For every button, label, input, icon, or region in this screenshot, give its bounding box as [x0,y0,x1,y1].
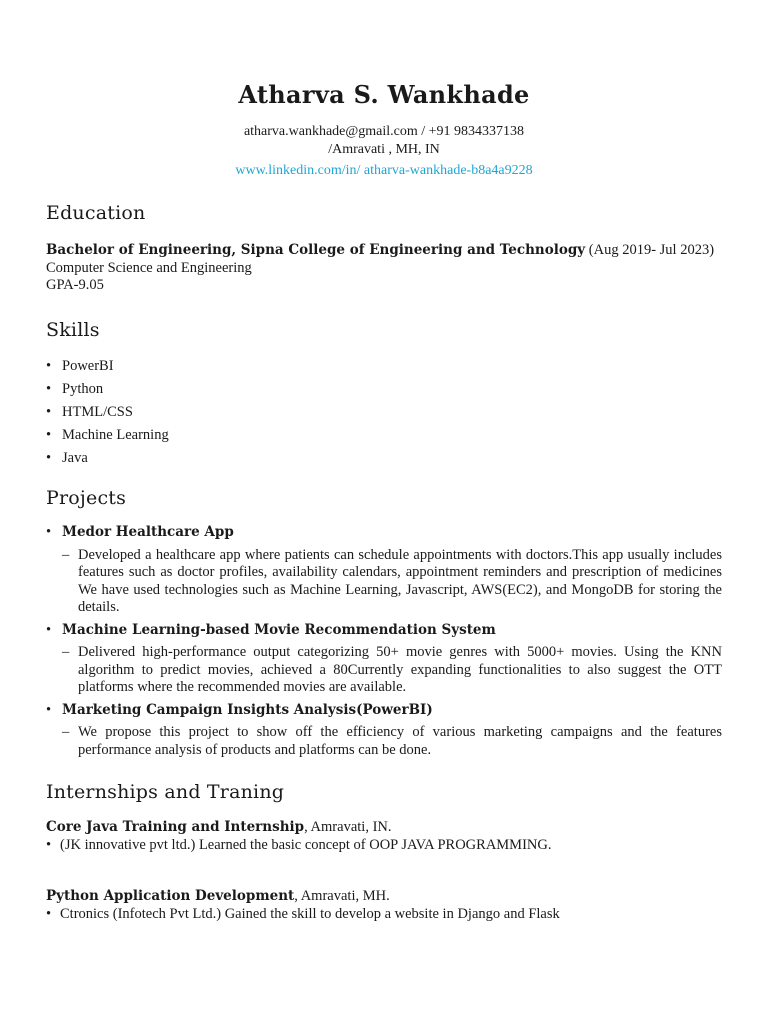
internships-section [46,781,722,923]
project-name: Medor Healthcare App [62,524,234,540]
bullet-icon: • [46,836,52,853]
dash-icon: – [62,546,70,563]
list-item: • PowerBI [46,357,114,374]
education-degree: Bachelor of Engineering, Sipna College of Engineering and Technology [46,242,586,258]
project-description: Developed a healthcare app where patients can schedule appointments with doctors.This app usually includes features such as doctor profiles, availability calendars, appointment reminders and prescription of medicines We have used technologies such as Machine Learning, Javascript, AWS(EC2), and MongoDB for storing the details. [78,546,722,615]
education-gpa: GPA-9.05 [46,277,104,293]
linkedin-link[interactable]: www.linkedin.com/in/ atharva-wankhade-b8a4a9228 [235,163,533,178]
list-item: • HTML/CSS [46,403,133,420]
resume-header [46,80,722,180]
internship-location: , Amravati, IN. [304,819,392,835]
project-item [46,702,722,760]
bullet-icon: • [46,449,52,466]
section-title-internships: Internships and Traning [46,781,285,803]
education-entry [46,242,722,295]
project-name: Machine Learning-based Movie Recommendation System [62,621,496,638]
candidate-name: Atharva S. Wankhade [238,80,530,109]
list-item: • Machine Learning [46,426,169,443]
education-branch: Computer Science and Engineering [46,259,252,276]
dash-icon: – [62,644,70,660]
bullet-icon: • [46,380,52,397]
list-item: • Java [46,449,88,466]
dash-icon: – [62,724,70,740]
internship-name: Python Application Development [46,888,295,904]
education-dates: (Aug 2019- Jul 2023) [588,242,715,258]
education-section [46,202,722,295]
internship-detail: (JK innovative pvt ltd.) Learned the basic concept of OOP JAVA PROGRAMMING. [60,836,552,853]
contact-email-phone: atharva.wankhade@gmail.com / +91 9834337138 [243,124,525,139]
list-item: • Python [46,380,104,397]
project-description: Delivered high-performance output categorizing 50+ movie genres with 5000+ movies. Using the KNN algorithm to predict movies, achieved a 80Currently expanding functionalities to also suggest the OTT platforms where the recommended movies are available. [78,644,722,695]
contact-location: /Amravati , MH, IN [328,142,440,157]
projects-list [46,524,722,759]
internship-item [46,888,722,923]
internship-name: Core Java Training and Internship [46,819,305,835]
bullet-icon: • [46,524,52,540]
bullet-icon: • [46,905,52,922]
bullet-icon: • [46,621,52,638]
project-item [46,524,722,617]
bullet-icon: • [46,403,52,420]
skills-list [46,358,722,468]
internship-item [46,819,722,854]
project-description: We propose this project to show off the efficiency of various marketing campaigns and the features performance analysis of products and platforms can be done. [78,724,722,758]
project-item [46,622,722,697]
bullet-icon: • [46,701,52,718]
projects-section [46,487,722,759]
project-name: Marketing Campaign Insights Analysis(PowerBI) [62,701,433,718]
skills-section [46,319,722,468]
internship-detail: Ctronics (Infotech Pvt Ltd.) Gained the skill to develop a website in Django and Flask [60,905,560,922]
section-title-education: Education [46,202,146,224]
bullet-icon: • [46,357,52,374]
bullet-icon: • [46,426,52,443]
internship-location: , Amravati, MH. [294,888,390,904]
section-title-skills: Skills [46,318,100,341]
section-title-projects: Projects [46,487,127,509]
